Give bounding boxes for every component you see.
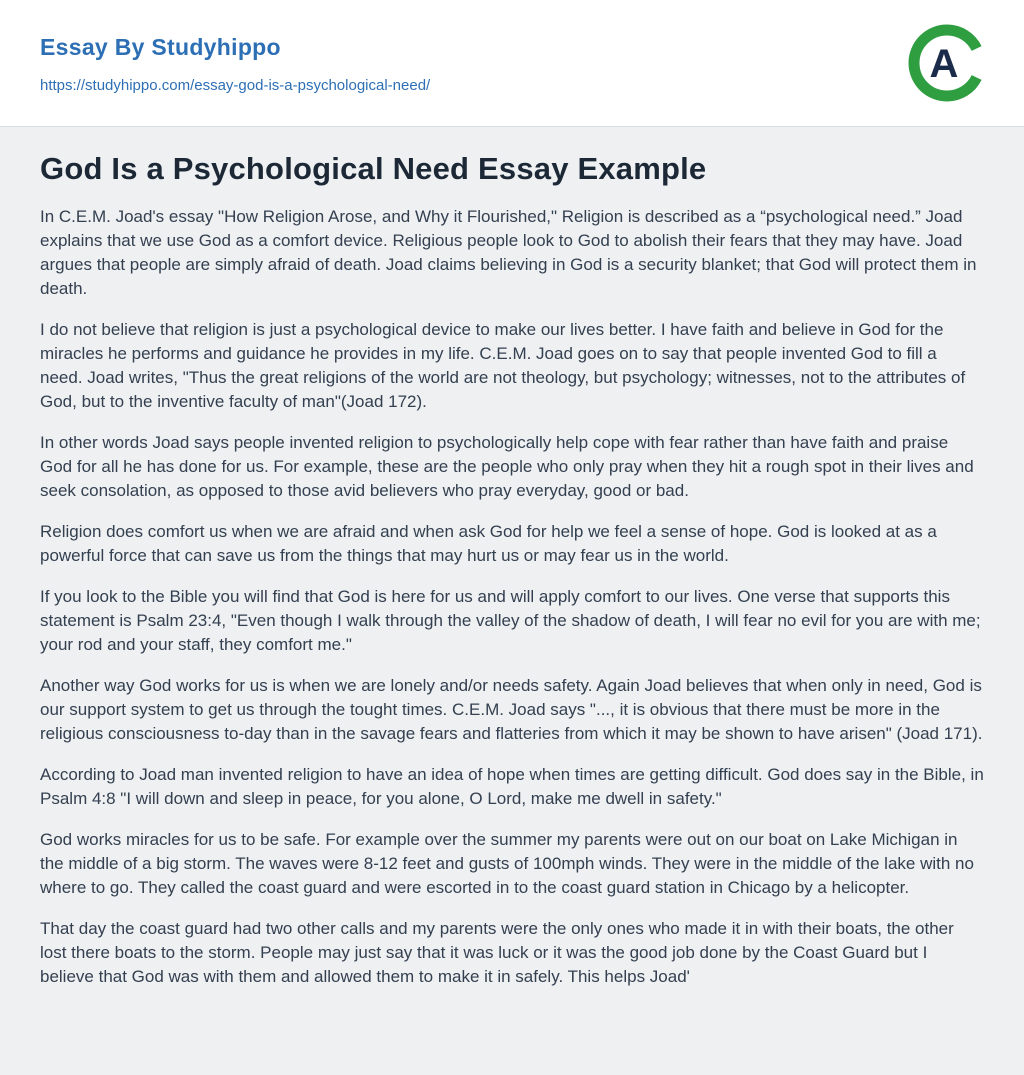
- site-title: Essay By Studyhippo: [40, 34, 281, 60]
- essay-paragraph: That day the coast guard had two other calls and my parents were the only ones who made it in with their boats, the other lost there boats to the storm. People may just say that it was luck or it was the good job done by the Coast Guard but I believe that God was with them and allowed them to make it in safely. This helps Joad': [40, 919, 954, 986]
- essay-paragraph: God works miracles for us to be safe. For example over the summer my parents were out on our boat on Lake Michigan in the middle of a big storm. The waves were 8-12 feet and gusts of 100mph winds. They were in the middle of the lake with no where to go. They called the coast guard and were escorted in to the coast guard station in Chicago by a helicopter.: [40, 830, 974, 897]
- studyhippo-logo: [908, 24, 986, 102]
- source-url-link[interactable]: https://studyhippo.com/essay-god-is-a-psychological-need/: [40, 77, 431, 94]
- essay-paragraph: According to Joad man invented religion to have an idea of hope when times are getting difficult. God does say in the Bible, in Psalm 4:8 "I will down and sleep in peace, for you alone, O Lord, make me dwell in safety.": [40, 765, 984, 808]
- page-header: [0, 0, 1024, 127]
- essay-paragraph: In other words Joad says people invented religion to psychologically help cope with fear rather than have faith and praise God for all he has done for us. For example, these are the people who only pray when they hit a rough spot in their lives and seek consolation, as opposed to those avid believers who pray everyday, good or bad.: [40, 433, 974, 500]
- essay-paragraph: If you look to the Bible you will find that God is here for us and will apply comfort to our lives. One verse that supports this statement is Psalm 23:4, "Even though I walk through the valley of the shadow of death, I will fear no evil for you are with me; your rod and your staff, they comfort me.": [40, 587, 981, 654]
- essay-content: [0, 127, 1024, 1046]
- logo-ring-icon: [908, 24, 986, 102]
- header-text-block: [40, 34, 430, 95]
- essay-paragraph: Another way God works for us is when we are lonely and/or needs safety. Again Joad believes that when only in need, God is our support system to get us through the tought times. C.E.M. Joad says "..., it is obvious that there must be more in the religious consciousness to-day than in the savage fears and flatteries from which it may be shown to have arisen" (Joad 171).: [40, 676, 983, 743]
- essay-paragraph: Religion does comfort us when we are afraid and when ask God for help we feel a sense of hope. God is looked at as a powerful force that can save us from the things that may hurt us or may fear us in the world.: [40, 522, 937, 565]
- essay-paragraph: In C.E.M. Joad's essay "How Religion Arose, and Why it Flourished," Religion is described as a “psychological need.” Joad explains that we use God as a comfort device. Religious people look to God to abolish their fears that they may have. Joad argues that people are simply afraid of death. Joad claims believing in God is a security blanket; that God will protect them in death.: [40, 207, 977, 298]
- essay-paragraph: I do not believe that religion is just a psychological device to make our lives better. I have faith and believe in God for the miracles he performs and guidance he provides in my life. C.E.M. Joad goes on to say that people invented God to fill a need. Joad writes, "Thus the great religions of the world are not theology, but psychology; witnesses, not to the attributes of God, but to the inventive faculty of man"(Joad 172).: [40, 320, 966, 411]
- logo-letter: A: [929, 42, 959, 86]
- essay-title: God Is a Psychological Need Essay Example: [40, 151, 707, 186]
